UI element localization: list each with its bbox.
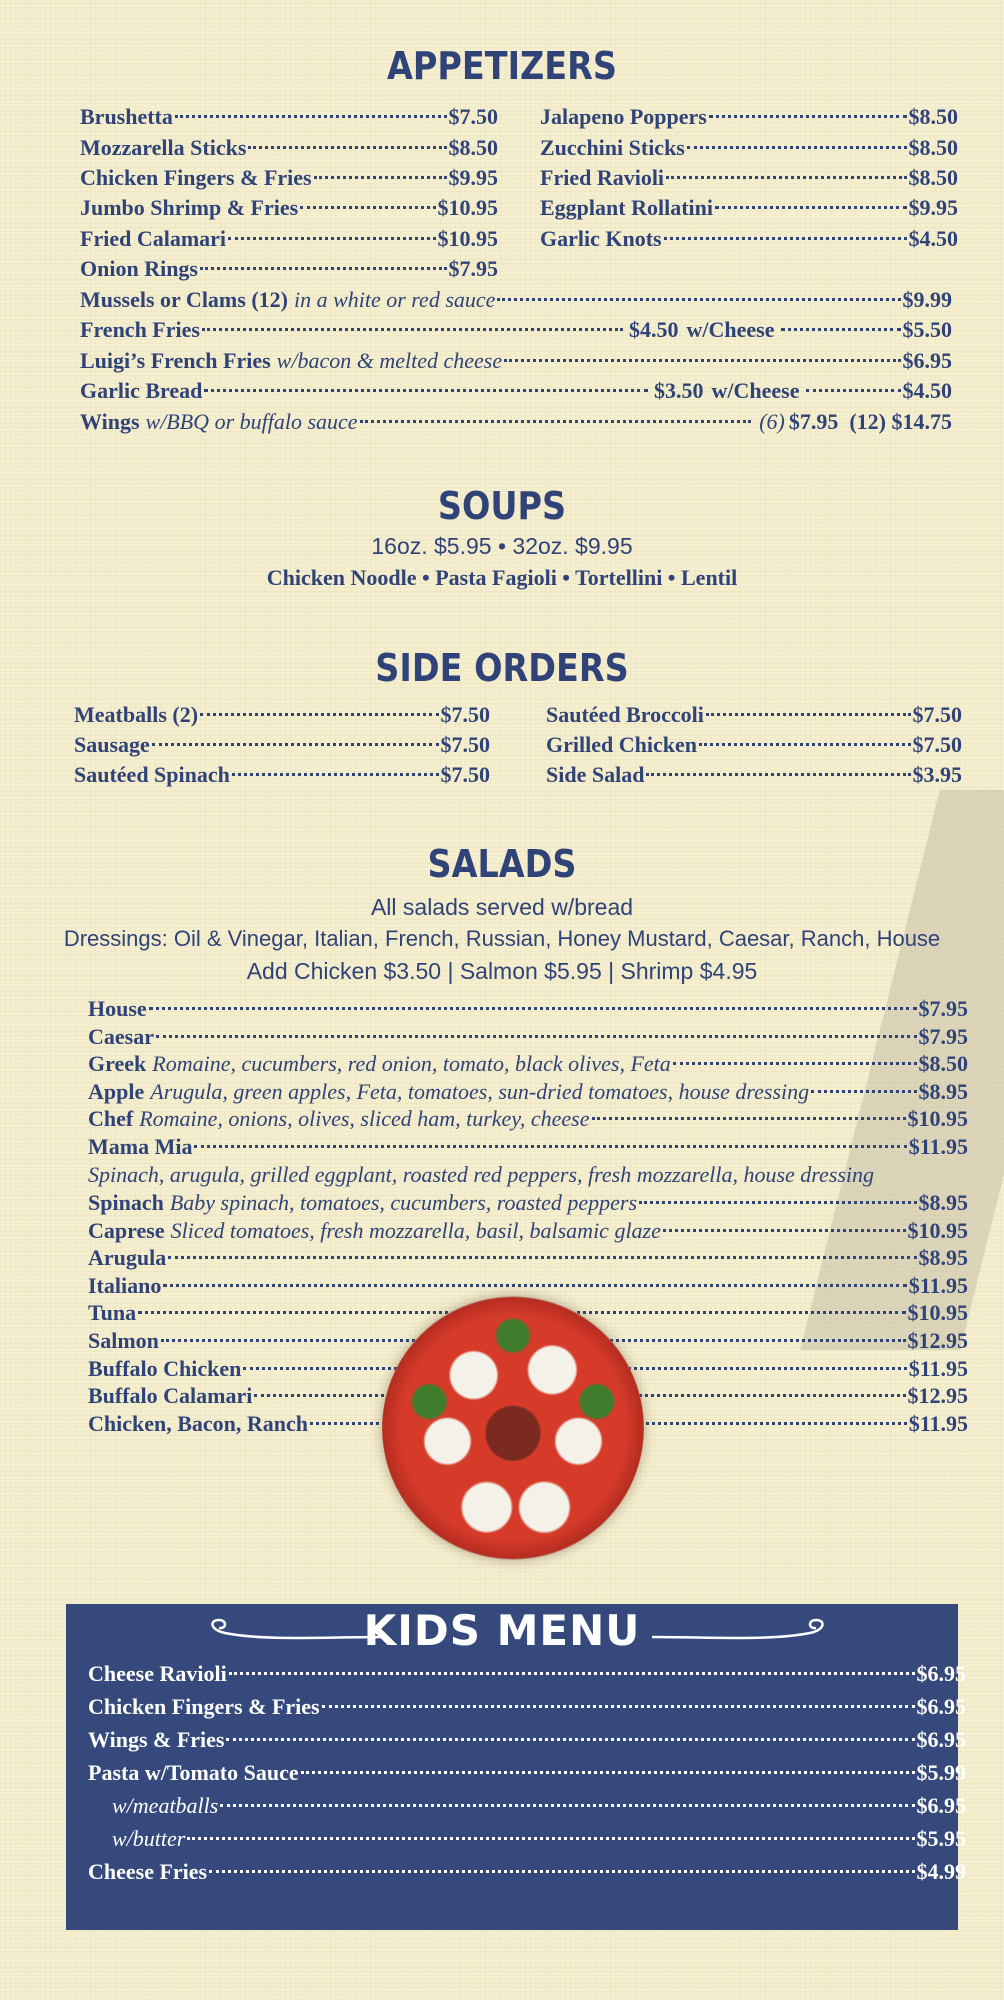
salads-note: All salads served w/bread (370, 894, 634, 920)
menu-item: Fried Calamari $10.95 (80, 226, 498, 251)
salad-item: Salmon $12.95 (88, 1328, 968, 1353)
menu-item: Chicken Fingers & Fries $9.95 (80, 165, 498, 190)
salad-item: Buffalo Chicken $11.95 (88, 1356, 968, 1381)
salad-item: Arugula $8.95 (88, 1245, 968, 1270)
caprese-salad-photo (382, 1296, 644, 1560)
menu-item: Grilled Chicken $7.50 (546, 732, 962, 757)
kids-item: w/meatballs $6.95 (112, 1793, 966, 1818)
soups-heading: SOUPS (437, 484, 567, 528)
menu-item: Brushetta $7.50 (80, 104, 498, 129)
soups-sizes: 16oz. $5.95 • 32oz. $9.95 (371, 533, 633, 559)
menu-item: Side Salad $3.95 (546, 762, 962, 787)
mama-mia-description: Spinach, arugula, grilled eggplant, roasted red peppers, fresh mozzarella, house dressing (88, 1162, 875, 1187)
salad-item: House $7.95 (88, 996, 968, 1021)
kids-item: Wings & Fries $6.95 (88, 1727, 966, 1752)
kids-menu-heading: KIDS MENU (363, 1606, 641, 1655)
menu-item: Jumbo Shrimp & Fries $10.95 (80, 195, 498, 220)
salads-addons: Add Chicken $3.50 | Salmon $5.95 | Shrimp $4.95 (246, 958, 758, 984)
salads-heading: SALADS (427, 842, 577, 886)
salad-item: Spinach Baby spinach, tomatoes, cucumbers, roasted peppers $8.95 (88, 1190, 968, 1215)
menu-item-wings: Wings w/BBQ or buffalo sauce (6) $7.95 (12) $14.75 (80, 409, 952, 434)
swirl-ornament-right-icon (650, 1615, 830, 1645)
appetizers-heading: APPETIZERS (387, 44, 617, 88)
salad-item: Chicken, Bacon, Ranch $11.95 (88, 1411, 968, 1436)
menu-item: Onion Rings $7.95 (80, 256, 498, 281)
kids-item: Cheese Fries $4.99 (88, 1859, 966, 1884)
salads-dressings: Dressings: Oil & Vinegar, Italian, French, Russian, Honey Mustard, Caesar, Ranch, House (63, 926, 941, 951)
salad-item: Greek Romaine, cucumbers, red onion, tomato, black olives, Feta $8.50 (88, 1051, 968, 1076)
kids-item: Pasta w/Tomato Sauce $5.99 (88, 1760, 966, 1785)
menu-item: Mozzarella Sticks $8.50 (80, 135, 498, 160)
menu-item: Jalapeno Poppers $8.50 (540, 104, 958, 129)
salad-item: Caprese Sliced tomatoes, fresh mozzarella, basil, balsamic glaze $10.95 (88, 1218, 968, 1243)
menu-item: Sausage $7.50 (74, 732, 490, 757)
salad-item: Buffalo Calamari $12.95 (88, 1383, 968, 1408)
menu-item-garlic-bread: Garlic Bread $3.50 w/Cheese $4.50 (80, 378, 952, 403)
salad-item: Mama Mia $11.95 (88, 1134, 968, 1159)
kids-item: w/butter $5.95 (112, 1826, 966, 1851)
menu-item: Sautéed Broccoli $7.50 (546, 702, 962, 727)
kids-item: Chicken Fingers & Fries $6.95 (88, 1694, 966, 1719)
menu-item: Fried Ravioli $8.50 (540, 165, 958, 190)
salad-item: Apple Arugula, green apples, Feta, tomatoes, sun-dried tomatoes, house dressing $8.95 (88, 1079, 968, 1104)
salad-item: Caesar $7.95 (88, 1024, 968, 1049)
salad-item: Italiano $11.95 (88, 1273, 968, 1298)
menu-item: Garlic Knots $4.50 (540, 226, 958, 251)
menu-item: Zucchini Sticks $8.50 (540, 135, 958, 160)
menu-item: Eggplant Rollatini $9.95 (540, 195, 958, 220)
soups-varieties: Chicken Noodle • Pasta Fagioli • Tortellini • Lentil (266, 565, 738, 590)
menu-item-luigis-fries: Luigi’s French Fries w/bacon & melted cheese $6.95 (80, 348, 952, 373)
menu-item: Meatballs (2) $7.50 (74, 702, 490, 727)
menu-item-mussels: Mussels or Clams (12) in a white or red sauce $9.99 (80, 287, 952, 312)
swirl-ornament-left-icon (205, 1615, 385, 1645)
salad-item: Chef Romaine, onions, olives, sliced ham, turkey, cheese $10.95 (88, 1106, 968, 1131)
side-orders-heading: SIDE ORDERS (375, 646, 629, 690)
menu-item-french-fries: French Fries $4.50 w/Cheese $5.50 (80, 317, 952, 342)
kids-item: Cheese Ravioli $6.95 (88, 1661, 966, 1686)
menu-item: Sautéed Spinach $7.50 (74, 762, 490, 787)
salad-item: Tuna $10.95 (88, 1300, 968, 1325)
